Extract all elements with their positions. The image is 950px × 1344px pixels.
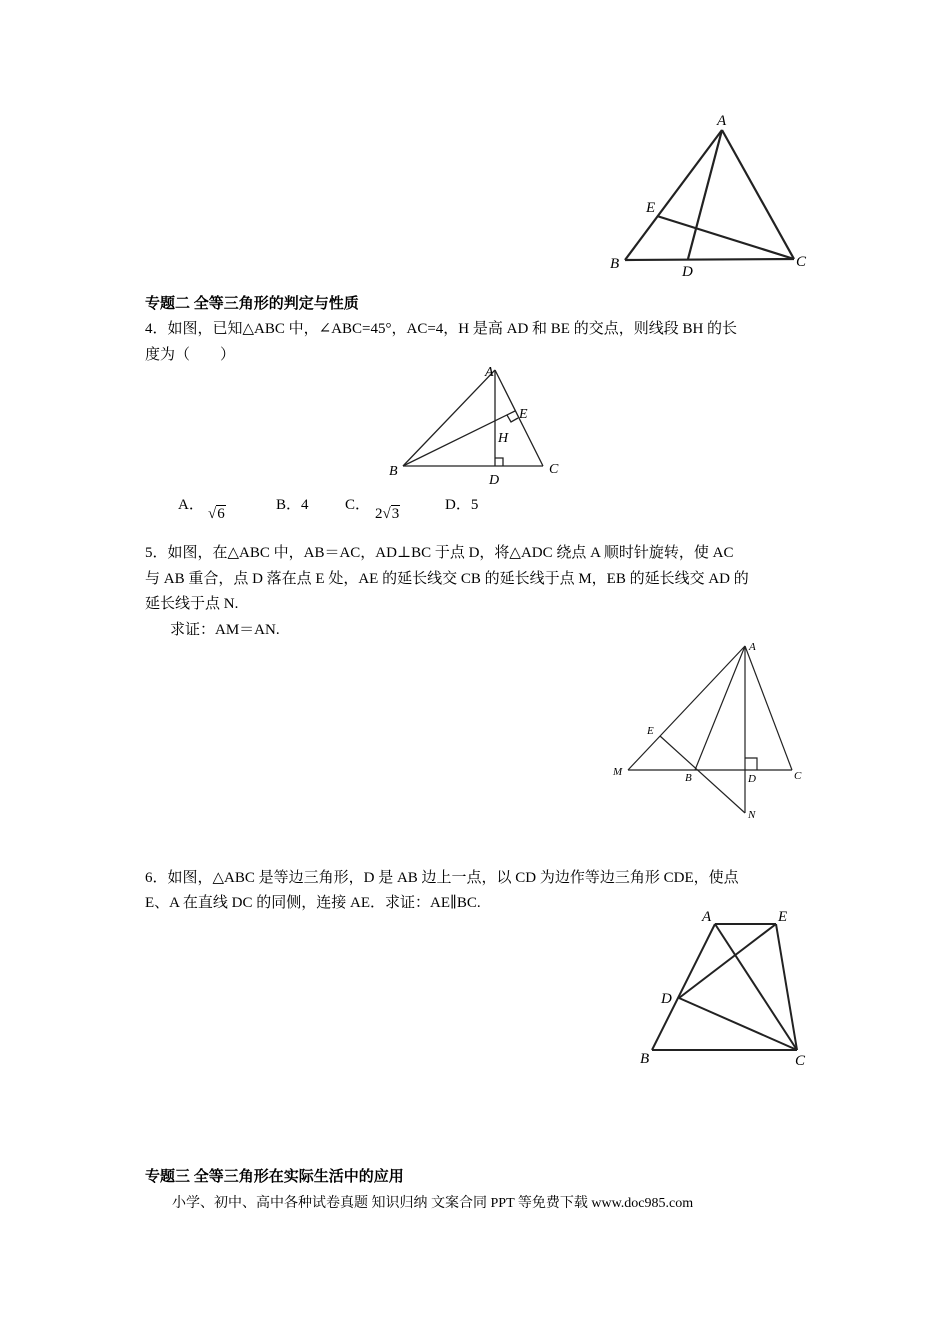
q6-fig-label-a: A [702,909,712,925]
q4-fig-label-b: B [389,464,398,479]
figure-1-triangle [600,108,815,283]
q6-fig-label-b: B [640,1051,650,1067]
q5-fig-label-m: M [613,766,623,778]
q5-fig-label-d: D [748,773,756,785]
q4-text-line-2: 度为（ ） [145,347,236,363]
q4-fig-label-h: H [498,431,509,446]
q5-text-line-4: 求证：AM＝AN. [170,622,280,638]
q5-text-line-2: 与 AB 重合，点 D 落在点 E 处，AE 的延长线交 CB 的延长线于点 M，EB 的延长线交 AD 的 [145,571,749,587]
q5-text-line-1: 5．如图，在△ABC 中，AB＝AC，AD⊥BC 于点 D，将△ADC 绕点 A 顺时针旋转，使 AC [145,545,734,561]
q4-fig-label-e: E [519,407,528,422]
q4-fig-label-c: C [549,462,559,477]
q5-fig-label-c: C [794,770,802,782]
q6-text-line-2: E、A 在直线 DC 的同侧，连接 AE．求证：AE∥BC. [145,895,481,911]
section-3-heading: 专题三 全等三角形在实际生活中的应用 [145,1169,404,1185]
q4-fig-label-d: D [489,473,500,488]
q6-fig-label-e: E [778,909,788,925]
fig1-label-e: E [646,200,656,216]
q4-option-a-value: √6 [208,506,225,522]
q5-fig-label-b: B [685,772,692,784]
q4-fig-label-a: A [485,365,494,380]
sqrt-icon: √ [382,506,391,522]
q4-text-line-1: 4．如图，已知△ABC 中，∠ABC=45°，AC=4，H 是高 AD 和 BE 的交点，则线段 BH 的长 [145,321,738,337]
fig1-label-d: D [682,264,693,280]
q6-text-line-1: 6．如图，△ABC 是等边三角形，D 是 AB 边上一点，以 CD 为边作等边三角形 CDE，使点 [145,870,739,886]
sqrt-icon: √ [208,506,217,522]
q4-option-d: D．5 [445,497,479,513]
q5-fig-label-a: A [749,641,756,653]
q6-figure [630,905,815,1070]
fig1-label-c: C [796,254,807,270]
q5-fig-label-n: N [748,809,756,821]
footer-text: 小学、初中、高中各种试卷真题 知识归纳 文案合同 PPT 等免费下载 www.doc985.com [172,1196,694,1211]
fig1-label-a: A [717,113,727,129]
q4-option-b: B．4 [276,497,309,513]
section-2-heading: 专题二 全等三角形的判定与性质 [145,296,359,312]
q4-option-a-label: A． [178,497,204,513]
q5-figure [605,635,810,825]
q4-figure [385,360,570,490]
fig1-label-b: B [610,256,620,272]
q5-fig-label-e: E [647,725,654,737]
q6-fig-label-c: C [795,1053,806,1069]
q4-option-c-label: C． [345,497,371,513]
q5-text-line-3: 延长线于点 N. [145,596,239,612]
q4-option-c-value: 2√3 [375,506,400,522]
q6-fig-label-d: D [661,991,672,1007]
